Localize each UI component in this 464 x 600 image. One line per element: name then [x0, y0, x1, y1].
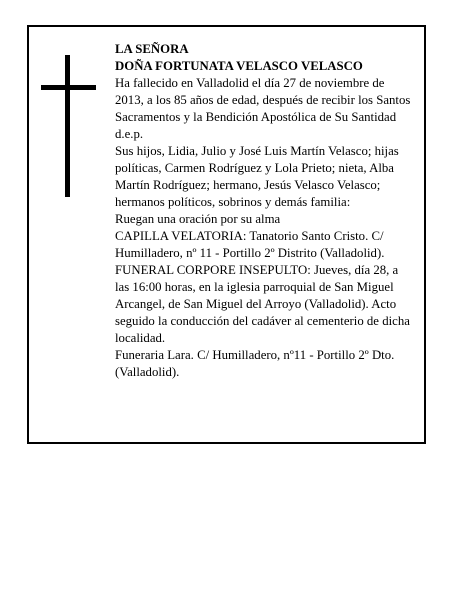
cross-horizontal-bar [41, 85, 96, 90]
funeral-info: FUNERAL CORPORE INSEPULTO: Jueves, día 28, a las 16:00 horas, en la iglesia parroquial de San Miguel Arcangel, de San Miguel del Arroyo (Valladolid). Acto seguido la conducción del cadáver al cementerio de dicha localidad. [115, 263, 410, 345]
cross-vertical-bar [65, 55, 70, 197]
deceased-name: DOÑA FORTUNATA VELASCO VELASCO [115, 59, 363, 73]
dep-text: d.e.p. [115, 127, 144, 141]
notice-body [115, 41, 412, 381]
chapel-info: CAPILLA VELATORIA: Tanatorio Santo Cristo. C/ Humilladero, nº 11 - Portillo 2º Distrito (Valladolid). [115, 229, 385, 260]
family-members: Sus hijos, Lidia, Julio y José Luis Martín Velasco; hijas políticas, Carmen Rodríguez y Lola Prieto; nieta, Alba Martín Rodríguez; hermano, Jesús Velasco Velasco; hermanos políticos, sobrinos y demás familia: [115, 144, 399, 209]
notice-heading: LA SEÑORA [115, 42, 189, 56]
prayer-request: Ruegan una oración por su alma [115, 212, 281, 226]
death-info: Ha fallecido en Valladolid el día 27 de noviembre de 2013, a los 85 años de edad, después de recibir los Santos Sacramentos y la Bendición Apostólica de Su Santidad [115, 76, 411, 124]
funeral-home-info: Funeraria Lara. C/ Humilladero, nº11 - Portillo 2º Dto. (Valladolid). [115, 348, 395, 379]
cross-icon [41, 55, 96, 197]
obituary-notice [27, 25, 426, 444]
